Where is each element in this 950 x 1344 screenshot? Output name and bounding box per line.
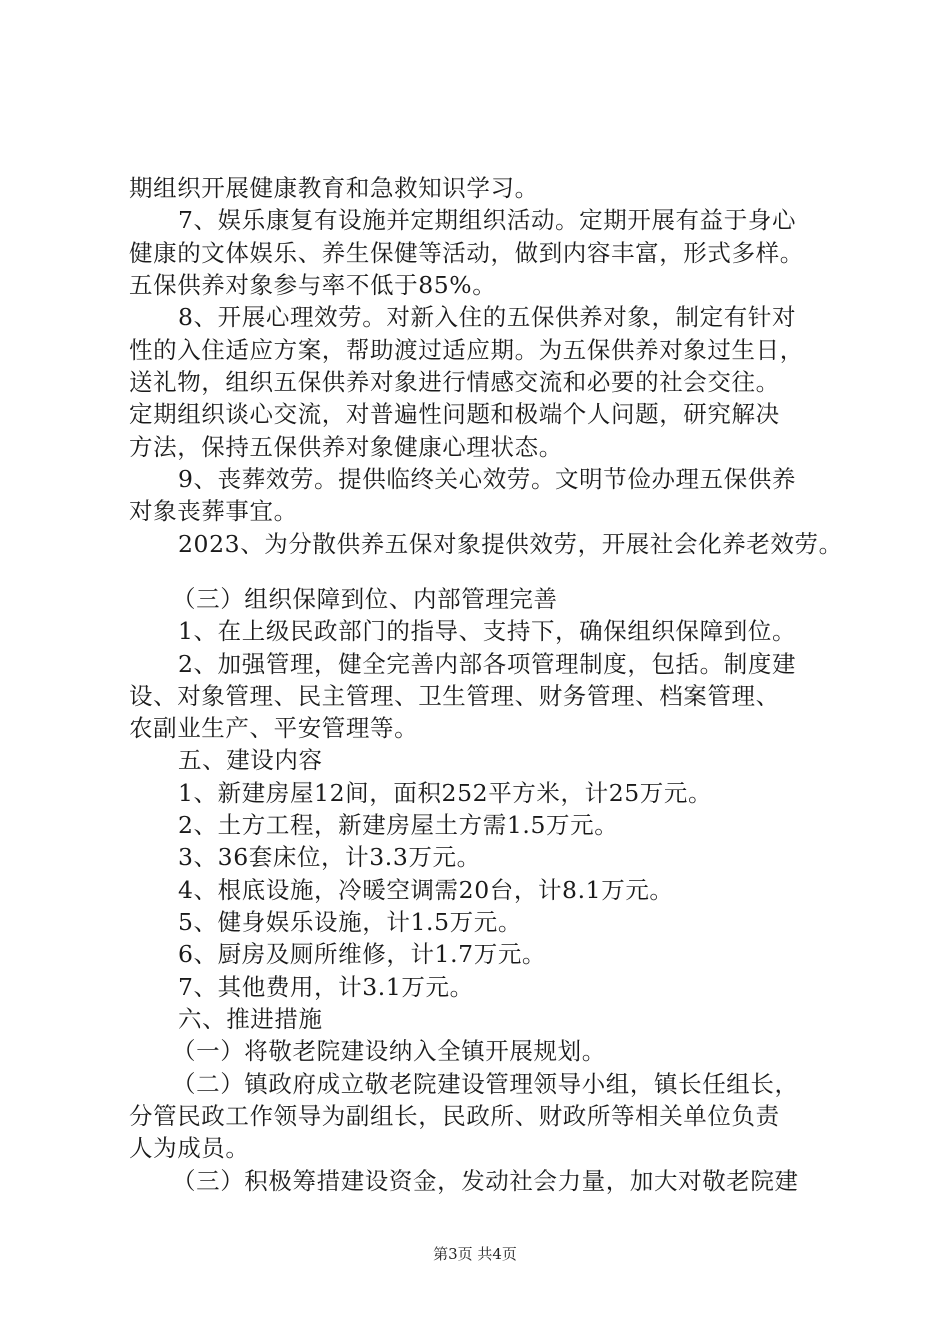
body-line: 2、加强管理，健全完善内部各项管理制度，包括。制度建 <box>178 650 797 678</box>
list-item: 4、根底设施，冷暖空调需20台，计8.1万元。 <box>178 876 674 904</box>
body-line: 对象丧葬事宜。 <box>129 497 298 525</box>
body-line: 定期组织谈心交流，对普遍性问题和极端个人问题，研究解决 <box>129 400 780 428</box>
body-line: 送礼物，组织五保供养对象进行情感交流和必要的社会交往。 <box>129 368 780 396</box>
body-line: 分管民政工作领导为副组长，民政所、财政所等相关单位负责 <box>129 1102 780 1130</box>
page-footer: 第3页 共4页 <box>433 1245 517 1263</box>
body-line: 7、娱乐康复有设施并定期组织活动。定期开展有益于身心 <box>178 206 797 234</box>
body-line: 健康的文体娱乐、养生保健等活动，做到内容丰富，形式多样。 <box>129 239 804 267</box>
body-line: 人为成员。 <box>129 1134 250 1162</box>
body-line: 9、丧葬效劳。提供临终关心效劳。文明节俭办理五保供养 <box>178 465 797 493</box>
body-line: （二）镇政府成立敬老院建设管理领导小组，镇长任组长， <box>172 1070 799 1098</box>
body-line: 方法，保持五保供养对象健康心理状态。 <box>129 433 563 461</box>
body-line: 农副业生产、平安管理等。 <box>129 714 419 742</box>
body-line: 设、对象管理、民主管理、卫生管理、财务管理、档案管理、 <box>129 682 780 710</box>
section-heading: 五、建设内容 <box>178 746 323 774</box>
body-line: （三）积极筹措建设资金，发动社会力量，加大对敬老院建 <box>172 1167 799 1195</box>
body-line: 性的入住适应方案，帮助渡过适应期。为五保供养对象过生日， <box>129 336 804 364</box>
section-heading: （三）组织保障到位、内部管理完善 <box>172 585 558 613</box>
body-line: 1、在上级民政部门的指导、支持下，确保组织保障到位。 <box>178 617 797 645</box>
list-item: 5、健身娱乐设施，计1.5万元。 <box>178 908 522 936</box>
list-item: 6、厨房及厕所维修，计1.7万元。 <box>178 940 547 968</box>
list-item: 1、新建房屋12间，面积252平方米，计25万元。 <box>178 779 713 807</box>
body-line: 五保供养对象参与率不低于85%。 <box>129 271 497 299</box>
list-item: 7、其他费用，计3.1万元。 <box>178 973 474 1001</box>
body-line: 期组织开展健康教育和急救知识学习。 <box>129 174 539 202</box>
body-line: 2023、为分散供养五保对象提供效劳，开展社会化养老效劳。 <box>178 530 843 558</box>
section-heading: 六、推进措施 <box>178 1005 323 1033</box>
list-item: 3、36套床位，计3.3万元。 <box>178 843 481 871</box>
body-line: （一）将敬老院建设纳入全镇开展规划。 <box>172 1037 606 1065</box>
list-item: 2、土方工程，新建房屋土方需1.5万元。 <box>178 811 619 839</box>
body-line: 8、开展心理效劳。对新入住的五保供养对象，制定有针对 <box>178 303 797 331</box>
